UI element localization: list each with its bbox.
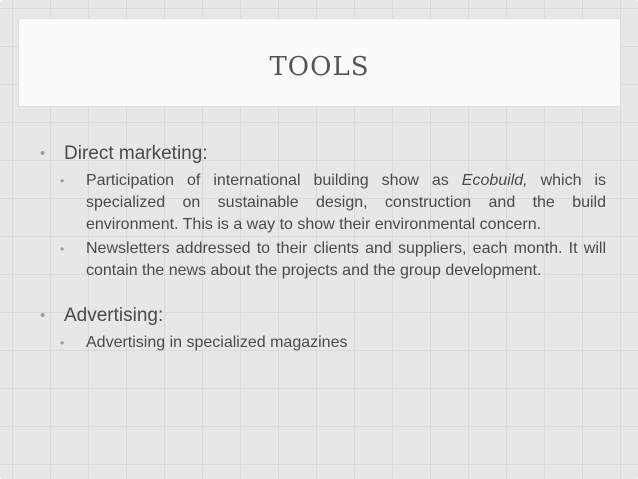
sub-bullet-magazines: [60, 332, 606, 354]
bullet-icon: •: [60, 242, 65, 256]
sublist-advertising: [40, 332, 606, 354]
item-italic: Ecobuild,: [461, 172, 528, 189]
sub-bullet-newsletters: [60, 238, 606, 282]
bullet-icon: •: [40, 307, 46, 324]
section-heading: Advertising:: [64, 305, 164, 326]
section-heading: Direct marketing:: [64, 143, 208, 164]
bullet-icon: •: [40, 145, 46, 162]
item-text: Newsletters addressed to their clients and suppliers, each month. It will contain the news about the projects and the group development.: [86, 240, 606, 279]
title-box: [18, 18, 621, 107]
bullet-icon: •: [60, 174, 65, 188]
sub-bullet-participation: [60, 170, 606, 236]
item-text: Advertising in specialized magazines: [86, 334, 348, 351]
bullet-advertising: [40, 304, 606, 328]
slide-body: [40, 142, 606, 356]
bullet-direct-marketing: [40, 142, 606, 166]
item-text: which is specialized on sustainable design, construction and the build environment. This is a way to show their environmental concern.: [86, 172, 607, 233]
item-text: Participation of international building show as: [86, 172, 462, 189]
bullet-icon: •: [60, 336, 65, 350]
sublist-direct-marketing: [40, 170, 606, 282]
slide-title: TOOLS: [269, 52, 370, 82]
